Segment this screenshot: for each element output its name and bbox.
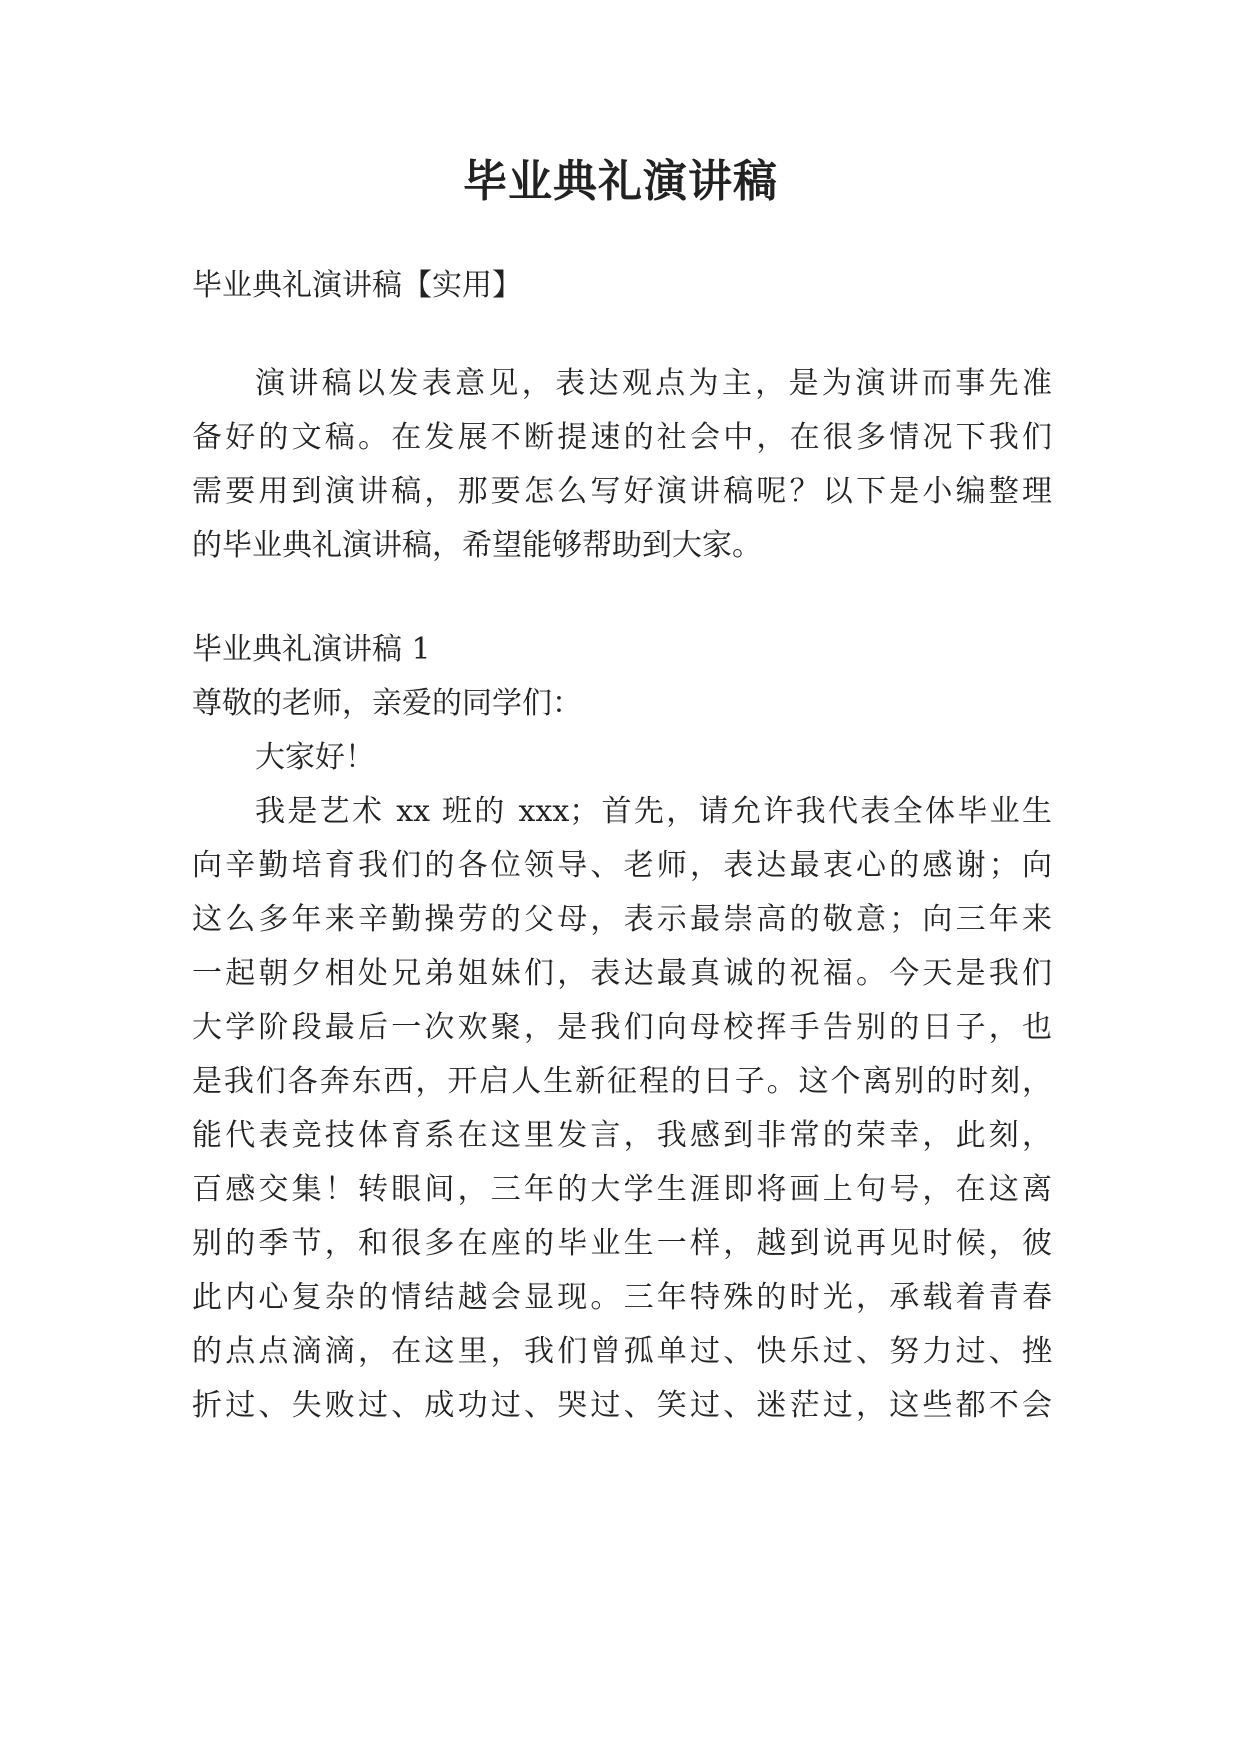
salutation: 尊敬的老师，亲爱的同学们： [192,686,582,721]
document-subtitle: 毕业典礼演讲稿【实用】 [192,268,522,303]
body-line: 我是艺术 xx 班的 xxx；首先，请允许我代表全体毕业生 [255,794,1052,829]
intro-line: 需要用到演讲稿，那要怎么写好演讲稿呢？以下是小编整理 [192,474,1052,509]
body-line: 此内心复杂的情结越会显现。三年特殊的时光，承载着青春 [192,1280,1052,1315]
body-line: 是我们各奔东西，开启人生新征程的日子。这个离别的时刻， [192,1064,1052,1099]
intro-line: 演讲稿以发表意见，表达观点为主，是为演讲而事先准 [255,366,1052,401]
body-line: 能代表竞技体育系在这里发言，我感到非常的荣幸，此刻， [192,1118,1052,1153]
intro-line: 备好的文稿。在发展不断提速的社会中，在很多情况下我们 [192,420,1052,455]
body-line: 折过、失败过、成功过、哭过、笑过、迷茫过，这些都不会 [192,1388,1052,1423]
body-line: 别的季节，和很多在座的毕业生一样，越到说再见时候，彼 [192,1226,1052,1261]
body-line: 向辛勤培育我们的各位领导、老师，表达最衷心的感谢；向 [192,848,1052,883]
section-heading: 毕业典礼演讲稿 1 [192,632,431,667]
body-line: 大学阶段最后一次欢聚，是我们向母校挥手告别的日子，也 [192,1010,1052,1045]
body-line: 百感交集！转眼间，三年的大学生涯即将画上句号，在这离 [192,1172,1052,1207]
body-line: 这么多年来辛勤操劳的父母，表示最崇高的敬意；向三年来 [192,902,1052,937]
body-line: 的点点滴滴，在这里，我们曾孤单过、快乐过、努力过、挫 [192,1334,1052,1369]
intro-line: 的毕业典礼演讲稿，希望能够帮助到大家。 [192,528,762,563]
document-title: 毕业典礼演讲稿 [463,156,778,207]
body-line: 一起朝夕相处兄弟姐妹们，表达最真诚的祝福。今天是我们 [192,956,1052,991]
greeting: 大家好！ [255,740,375,775]
